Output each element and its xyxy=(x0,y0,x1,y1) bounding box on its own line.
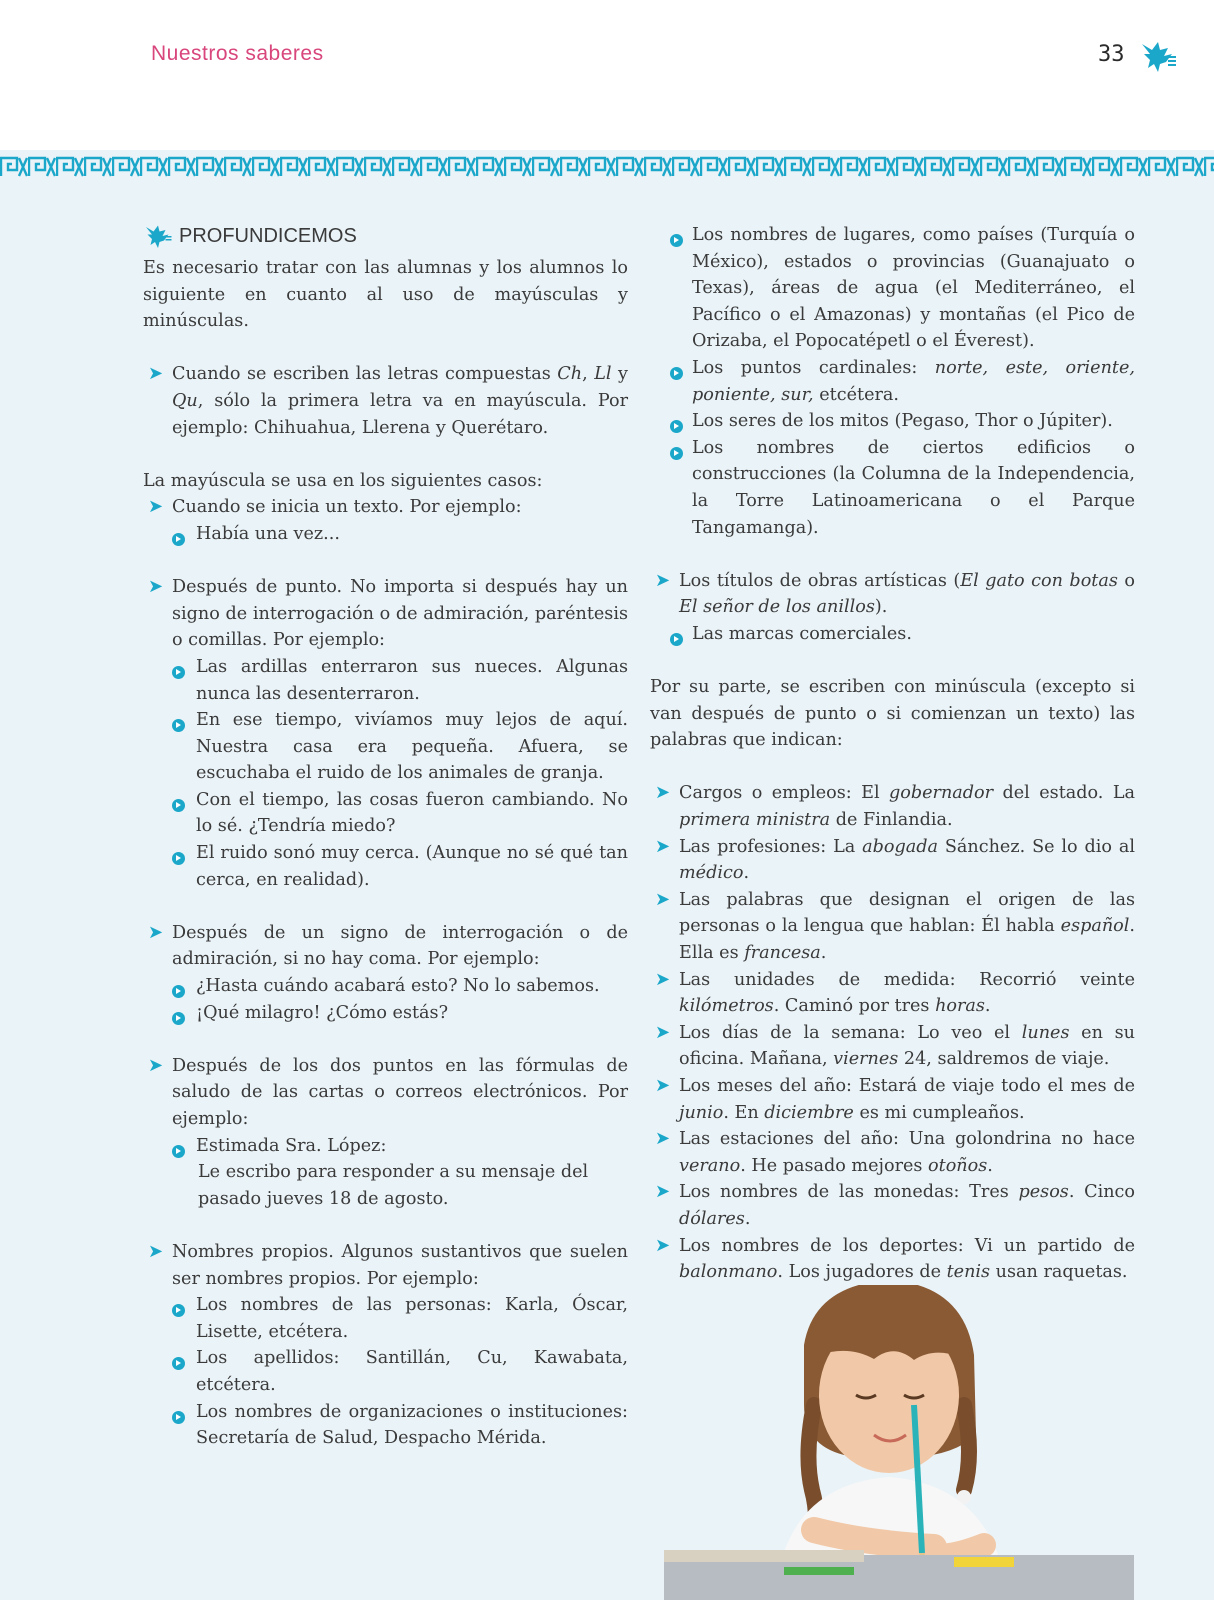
list-item: ➤ Las profesiones: La abogada Sánchez. Se lo dio al médico. xyxy=(655,835,1135,884)
list-item: ➤ Cuando se escriben las letras compuestas Ch, Ll y Qu, sólo la primera letra va en mayúscula. Por ejemplo: Chihuahua, Llerena y Querétaro. xyxy=(148,363,628,438)
girl-writing-photo xyxy=(664,1285,1134,1600)
circle-arrow-icon xyxy=(172,533,185,546)
circle-arrow-icon xyxy=(670,633,683,646)
circle-arrow-icon xyxy=(670,367,683,380)
list-item: ➤ Los títulos de obras artísticas (El gato con botas o El señor de los anillos). xyxy=(655,569,1135,618)
circle-arrow-icon xyxy=(172,799,185,812)
list-item: ➤ Después de punto. No importa si después hay un signo de interrogación o de admiración, paréntesis o comillas. Por ejemplo: xyxy=(148,576,628,651)
circle-arrow-icon xyxy=(670,420,683,433)
casos-intro: La mayúscula se usa en los siguientes casos: xyxy=(143,470,543,491)
list-item: ➤ Cuando se inicia un texto. Por ejemplo: xyxy=(143,494,628,521)
arrow-icon: ➤ xyxy=(148,1240,164,1262)
example-item: Los puntos cardinales: norte, este, oriente, poniente, sur, etcétera. xyxy=(650,355,1135,408)
right-column xyxy=(650,222,1135,1286)
circle-arrow-icon xyxy=(670,447,683,460)
arrow-icon: ➤ xyxy=(148,921,164,943)
circle-arrow-icon xyxy=(172,666,185,679)
example-item: Los seres de los mitos (Pegaso, Thor o Júpiter). xyxy=(650,408,1135,435)
greek-key-border xyxy=(0,156,1214,178)
section-header-title: Nuestros saberes xyxy=(151,42,324,65)
arrow-icon: ➤ xyxy=(655,782,671,804)
list-item: ➤ Los nombres de las monedas: Tres pesos. Cinco dólares. xyxy=(655,1181,1135,1229)
example-item: Los apellidos: Santillán, Cu, Kawabata, etcétera. xyxy=(143,1345,628,1398)
list-item: ➤ Las palabras que designan el origen de las personas o la lengua que hablan: Él habla español. Ella es francesa. xyxy=(655,888,1135,964)
arrow-icon: ➤ xyxy=(655,968,671,990)
list-item: ➤ Las estaciones del año: Una golondrina no hace verano. He pasado mejores otoños. xyxy=(655,1128,1135,1176)
list-item: ➤ Después de un signo de interrogación o de admiración, si no hay coma. Por ejemplo: xyxy=(148,921,628,970)
list-item: ➤ Nombres propios. Algunos sustantivos que suelen ser nombres propios. Por ejemplo: xyxy=(148,1240,628,1289)
list-item: ➤ Los días de la semana: Lo veo el lunes en su oficina. Mañana, viernes 24, saldremos de viaje. xyxy=(655,1021,1135,1070)
arrow-icon: ➤ xyxy=(655,1181,671,1203)
example-item: Los nombres de ciertos edificios o construcciones (la Columna de la Independencia, la Torre Latinoamericana o el Parque Tangamanga). xyxy=(650,435,1135,541)
hummingbird-icon xyxy=(143,222,173,250)
intro-paragraph: Es necesario tratar con las alumnas y los alumnos lo siguiente en cuanto al uso de mayúsculas y minúsculas. xyxy=(143,258,628,332)
circle-arrow-icon xyxy=(172,1012,185,1025)
circle-arrow-icon xyxy=(172,1411,185,1424)
arrow-icon: ➤ xyxy=(655,1234,671,1256)
arrow-icon: ➤ xyxy=(655,835,671,857)
minuscula-intro: Por su parte, se escriben con minúscula (excepto si van después de punto o si comienzan un texto) las palabras que indican: xyxy=(650,677,1135,751)
circle-arrow-icon xyxy=(172,1145,185,1158)
example-item: El ruido sonó muy cerca. (Aunque no sé qué tan cerca, en realidad). xyxy=(143,840,628,893)
example-continuation: Le escribo para responder a su mensaje del pasado jueves 18 de agosto. xyxy=(198,1162,589,1209)
section-title: PROFUNDICEMOS xyxy=(179,224,357,247)
example-item: Había una vez... xyxy=(143,521,628,548)
example-item: Los nombres de las personas: Karla, Óscar, Lisette, etcétera. xyxy=(143,1292,628,1345)
example-item: ¿Hasta cuándo acabará esto? No lo sabemos. xyxy=(143,973,628,1000)
circle-arrow-icon xyxy=(172,1357,185,1370)
arrow-icon: ➤ xyxy=(148,363,164,385)
arrow-icon: ➤ xyxy=(655,1128,671,1150)
arrow-icon: ➤ xyxy=(655,1075,671,1096)
arrow-icon: ➤ xyxy=(655,1021,671,1043)
circle-arrow-icon xyxy=(172,852,185,865)
circle-arrow-icon xyxy=(172,719,185,732)
list-item: ➤ Después de los dos puntos en las fórmulas de saludo de las cartas o correos electrónicos. Por ejemplo: xyxy=(148,1054,628,1129)
example-item: En ese tiempo, vivíamos muy lejos de aquí. Nuestra casa era pequeña. Afuera, se escuchaba el ruido de los animales de granja. xyxy=(143,707,628,787)
section-heading xyxy=(143,222,628,250)
example-item: Las marcas comerciales. xyxy=(650,621,1135,648)
example-item: Estimada Sra. López: xyxy=(143,1133,628,1160)
arrow-icon: ➤ xyxy=(655,569,671,591)
arrow-icon: ➤ xyxy=(148,1054,164,1076)
circle-arrow-icon xyxy=(670,234,683,247)
arrow-icon: ➤ xyxy=(655,888,671,910)
hummingbird-icon xyxy=(1138,38,1178,74)
circle-arrow-icon xyxy=(172,985,185,998)
circle-arrow-icon xyxy=(172,1304,185,1317)
list-item: ➤ Cargos o empleos: El gobernador del estado. La primera ministra de Finlandia. xyxy=(655,782,1136,831)
example-item: Las ardillas enterraron sus nueces. Algunas nunca las desenterraron. xyxy=(143,654,628,707)
list-item: ➤ Los nombres de los deportes: Vi un partido de balonmano. Los jugadores de tenis usan raquetas. xyxy=(655,1234,1135,1283)
list-item: ➤ Las unidades de medida: Recorrió veinte kilómetros. Caminó por tres horas. xyxy=(655,968,1135,1017)
example-item: ¡Qué milagro! ¿Cómo estás? xyxy=(143,1000,628,1027)
example-item: Los nombres de organizaciones o instituciones: Secretaría de Salud, Despacho Mérida. xyxy=(143,1399,628,1452)
left-column xyxy=(143,222,628,1452)
page-number: 33 xyxy=(1098,42,1125,67)
arrow-icon: ➤ xyxy=(148,576,164,598)
example-item: Con el tiempo, las cosas fueron cambiando. No lo sé. ¿Tendría miedo? xyxy=(143,787,628,840)
arrow-icon: ➤ xyxy=(148,496,164,518)
example-item: Los nombres de lugares, como países (Turquía o México), estados o provincias (Guanajuato o Texas), áreas de agua (el Mediterráneo, el Pacífico o el Amazonas) y montañas (el Pico de Orizaba, el Popocatépetl o el Éverest). xyxy=(650,222,1135,355)
list-item: ➤ Los meses del año: Estará de viaje todo el mes de junio. En diciembre es mi cumpleaños. xyxy=(655,1075,1135,1123)
